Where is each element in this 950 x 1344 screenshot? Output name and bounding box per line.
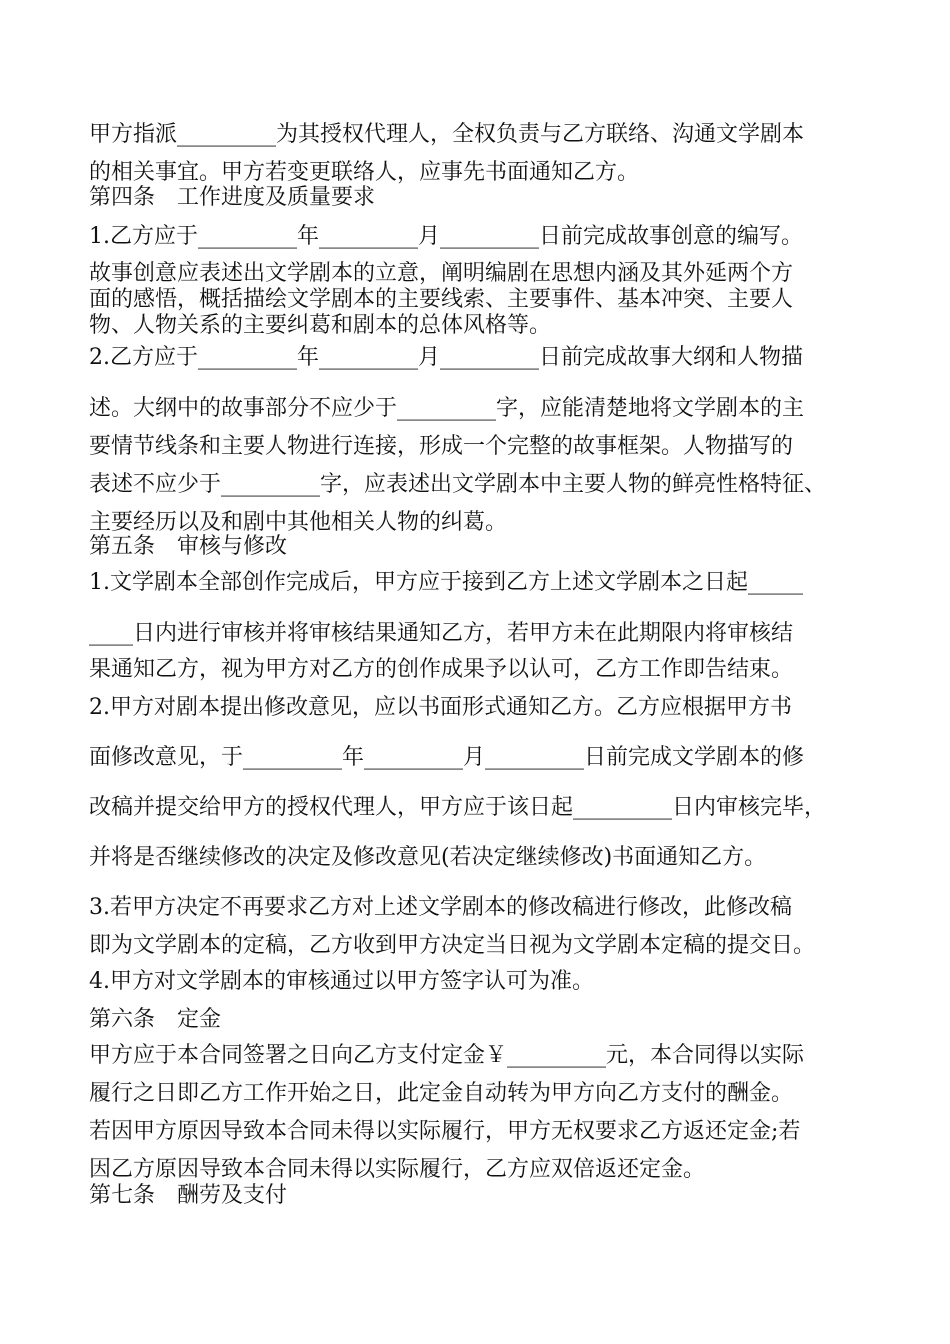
text-line: 履行之日即乙方工作开始之日，此定金自动转为甲方向乙方支付的酬金。: [89, 1081, 794, 1106]
text-line: 甲方应于本合同签署之日向乙方支付定金￥_________元，本合同得以实际: [89, 1043, 805, 1068]
text-line: 改稿并提交给甲方的授权代理人，甲方应于该日起_________日内审核完毕，: [89, 795, 827, 820]
text-line: 1.乙方应于_________年_________月_________日前完成故事创意的编写。: [89, 224, 803, 249]
text-line: 3.若甲方决定不再要求乙方对上述文学剧本的修改稿进行修改，此修改稿: [89, 895, 792, 920]
text-line: 4.甲方对文学剧本的审核通过以甲方签字认可为准。: [89, 969, 594, 994]
text-line: 因乙方原因导致本合同未得以实际履行，乙方应双倍返还定金。: [89, 1157, 706, 1182]
text-line: 果通知乙方，视为甲方对乙方的创作成果予以认可，乙方工作即告结束。: [89, 657, 794, 682]
text-line: 物、人物关系的主要纠葛和剧本的总体风格等。: [89, 313, 552, 338]
text-line: ____日内进行审核并将审核结果通知乙方，若甲方未在此期限内将审核结: [89, 621, 794, 646]
text-line: 故事创意应表述出文学剧本的立意，阐明编剧在思想内涵及其外延两个方: [89, 261, 794, 286]
text-line: 即为文学剧本的定稿，乙方收到甲方决定当日视为文学剧本定稿的提交日。: [89, 933, 816, 958]
text-line: 面的感悟，概括描绘文学剧本的主要线索、主要事件、基本冲突、主要人: [89, 287, 794, 312]
section-heading: 第四条 工作进度及质量要求: [89, 185, 376, 210]
text-line: 并将是否继续修改的决定及修改意见(若决定继续修改)书面通知乙方。: [89, 845, 767, 870]
section-heading: 第七条 酬劳及支付: [89, 1183, 288, 1208]
text-line: 表述不应少于_________字，应表述出文学剧本中主要人物的鲜亮性格特征、: [89, 472, 827, 497]
text-line: 2.乙方应于_________年_________月_________日前完成故事大纲和人物描: [89, 345, 803, 370]
text-line: 述。大纲中的故事部分不应少于_________字，应能清楚地将文学剧本的主: [89, 396, 805, 421]
text-line: 面修改意见，于_________年_________月_________日前完成文学剧本的修: [89, 745, 805, 770]
text-line: 甲方指派_________为其授权代理人，全权负责与乙方联络、沟通文学剧本: [89, 122, 805, 147]
text-line: 的相关事宜。甲方若变更联络人，应事先书面通知乙方。: [89, 160, 640, 185]
section-heading: 第六条 定金: [89, 1007, 222, 1032]
text-line: 要情节线条和主要人物进行连接，形成一个完整的故事框架。人物描写的: [89, 434, 794, 459]
text-line: 主要经历以及和剧中其他相关人物的纠葛。: [89, 510, 508, 535]
text-line: 1.文学剧本全部创作完成后，甲方应于接到乙方上述文学剧本之日起_____: [89, 570, 803, 595]
section-heading: 第五条 审核与修改: [89, 534, 288, 559]
text-line: 2.甲方对剧本提出修改意见，应以书面形式通知乙方。乙方应根据甲方书: [89, 695, 792, 720]
text-line: 若因甲方原因导致本合同未得以实际履行，甲方无权要求乙方返还定金;若: [89, 1119, 801, 1144]
